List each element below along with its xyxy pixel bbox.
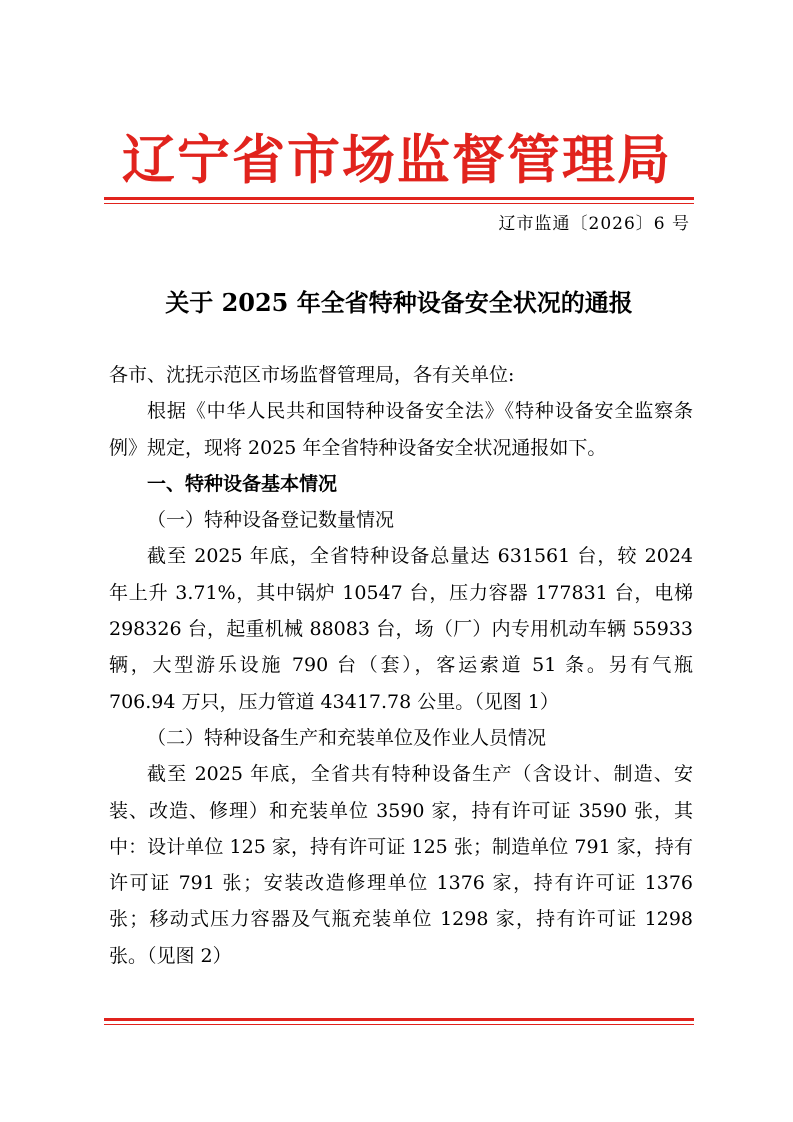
footer-rule-thin	[104, 1024, 694, 1025]
document-body	[109, 357, 693, 974]
header-rule-thick	[104, 197, 694, 200]
document-title: 关于 2025 年全省特种设备安全状况的通报	[165, 288, 633, 317]
subsection-paragraph: 截至 2025 年底，全省特种设备总量达 631561 台，较 2024 年上升 3.71%，其中锅炉 10547 台，压力容器 177831 台，电梯 298326 台，起重机械 88083 台，场（厂）内专用机动车辆 55933 辆，大型游乐设施 790 台（套），客运索道 51 条。另有气瓶 706.94 万只，压力管道 43417.78 公里。（见图 1）	[109, 545, 693, 713]
footer-rule-thick	[104, 1018, 694, 1021]
document-number: 辽市监通〔2026〕6 号	[498, 214, 690, 234]
subsection-paragraph: 截至 2025 年底，全省共有特种设备生产（含设计、制造、安装、改造、修理）和充装单位 3590 家，持有许可证 3590 张，其中：设计单位 125 家，持有许可证 125 张；制造单位 791 家，持有许可证 791 张；安装改造修理单位 1376 家，持有许可证 1376 张；移动式压力容器及气瓶充装单位 1298 家，持有许可证 1298 张。（见图 2）	[109, 763, 693, 967]
issuer-title: 辽宁省市场监督管理局	[122, 129, 672, 191]
intro-paragraph: 根据《中华人民共和国特种设备安全法》《特种设备安全监察条例》规定，现将 2025 年全省特种设备安全状况通报如下。	[109, 400, 693, 459]
subsection-heading: （二）特种设备生产和充装单位及作业人员情况	[147, 726, 547, 749]
section-heading: 一、特种设备基本情况	[147, 472, 338, 495]
subsection-heading: （一）特种设备登记数量情况	[147, 509, 395, 532]
salutation: 各市、沈抚示范区市场监督管理局，各有关单位:	[109, 364, 515, 386]
header-rule-thin	[104, 203, 694, 204]
